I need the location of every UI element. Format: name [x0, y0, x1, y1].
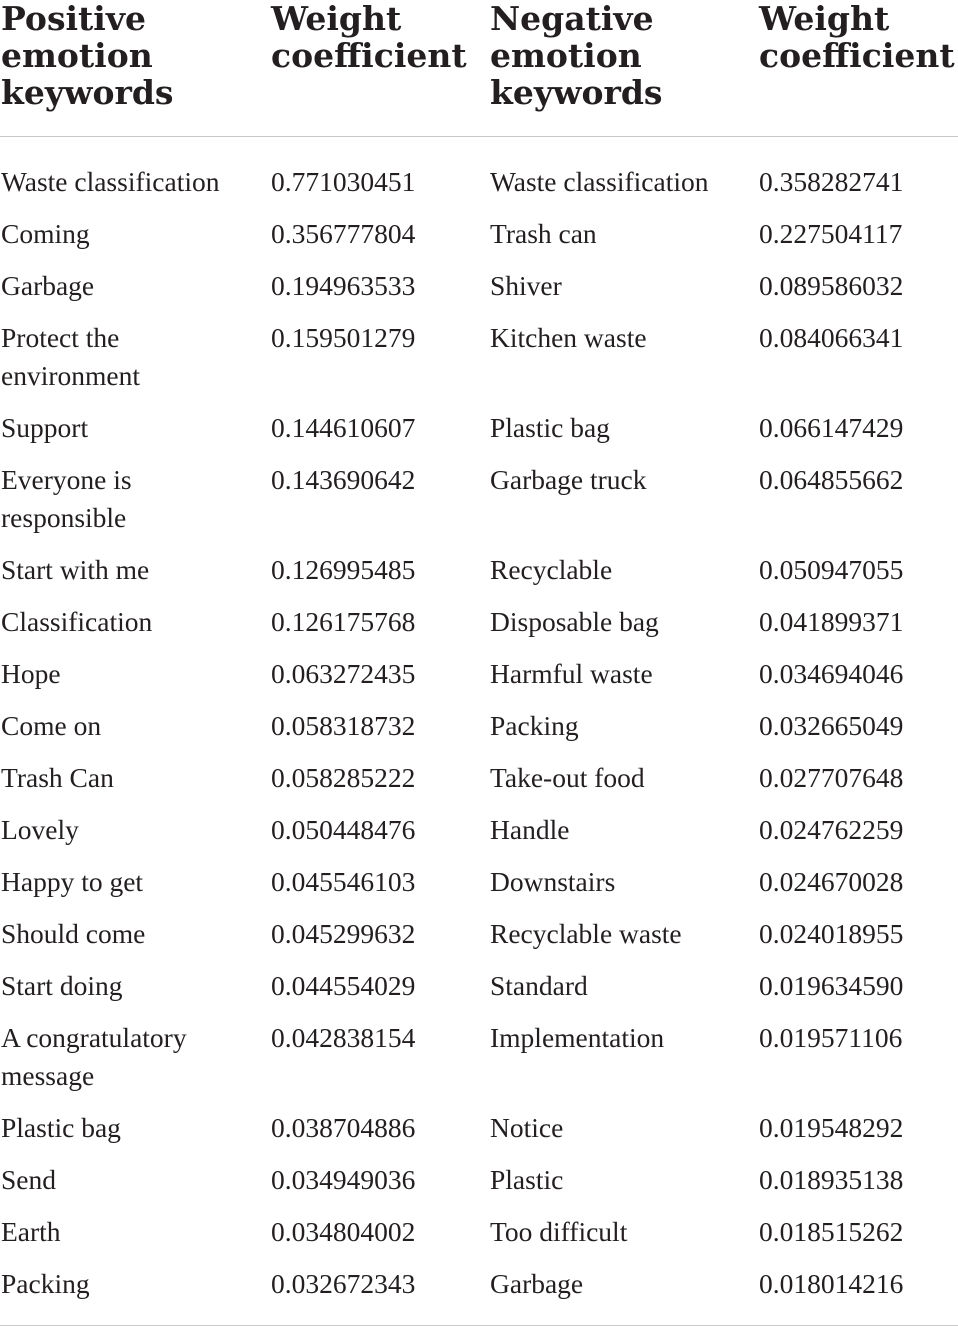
negative-keyword-cell: Standard	[490, 970, 588, 1001]
negative-weight-cell: 0.032665049	[759, 710, 904, 741]
positive-weight-cell: 0.045546103	[271, 866, 416, 897]
positive-keyword-cell: Hope	[1, 658, 61, 689]
positive-weight-cell: 0.038704886	[271, 1112, 416, 1143]
header-positive-keywords: Positive emotion keywords	[0, 0, 270, 137]
negative-keyword-cell: Recyclable	[490, 554, 613, 585]
positive-keyword-cell: Send	[1, 1164, 56, 1195]
negative-keyword-cell: Packing	[490, 710, 579, 741]
negative-keyword-cell: Handle	[490, 814, 570, 845]
table-row	[0, 1012, 958, 1102]
negative-weight-cell: 0.019634590	[759, 970, 904, 1001]
positive-keyword-cell: Happy to get	[1, 866, 144, 897]
positive-keyword-cell: Coming	[1, 218, 90, 249]
positive-weight-cell: 0.058318732	[271, 710, 416, 741]
positive-keyword-cell: Start with me	[1, 554, 150, 585]
table-row	[0, 1206, 958, 1258]
header-negative-weight: Weight coefficient	[758, 0, 958, 137]
positive-keyword-cell: Plastic bag	[1, 1112, 121, 1143]
negative-weight-cell: 0.027707648	[759, 762, 904, 793]
positive-keyword-cell: Classification	[1, 606, 153, 637]
header-positive-weight: Weight coefficient	[270, 0, 489, 137]
negative-weight-cell: 0.024762259	[759, 814, 904, 845]
table-row	[0, 544, 958, 596]
negative-keyword-cell: Disposable bag	[490, 606, 659, 637]
negative-weight-cell: 0.018515262	[759, 1216, 904, 1247]
negative-keyword-cell: Recyclable waste	[490, 918, 682, 949]
negative-weight-cell: 0.024018955	[759, 918, 904, 949]
negative-weight-cell: 0.066147429	[759, 412, 904, 443]
negative-keyword-cell: Garbage	[489, 1258, 758, 1326]
table-row	[0, 1102, 958, 1154]
positive-keyword-cell: Support	[1, 412, 89, 443]
negative-keyword-cell: Too difficult	[490, 1216, 628, 1247]
negative-keyword-cell: Take-out food	[490, 762, 645, 793]
positive-weight-cell: 0.045299632	[271, 918, 416, 949]
table-row	[0, 260, 958, 312]
table-row	[0, 648, 958, 700]
table-row	[0, 596, 958, 648]
positive-keyword-cell: Come on	[1, 710, 102, 741]
positive-keyword-cell: Lovely	[1, 814, 79, 845]
positive-weight-cell: 0.194963533	[271, 270, 416, 301]
negative-keyword-cell: Plastic bag	[490, 412, 610, 443]
negative-weight-cell: 0.019548292	[759, 1112, 904, 1143]
negative-weight-cell: 0.018014216	[758, 1258, 958, 1326]
negative-keyword-cell: Downstairs	[490, 866, 616, 897]
positive-weight-cell: 0.356777804	[271, 218, 416, 249]
table-row	[0, 137, 958, 209]
table-row	[0, 700, 958, 752]
negative-weight-cell: 0.018935138	[759, 1164, 904, 1195]
table-row	[0, 1258, 958, 1326]
positive-weight-cell: 0.063272435	[271, 658, 416, 689]
table-row	[0, 908, 958, 960]
positive-weight-cell: 0.034949036	[271, 1164, 416, 1195]
negative-weight-cell: 0.050947055	[759, 554, 904, 585]
negative-weight-cell: 0.019571106	[759, 1022, 903, 1053]
positive-weight-cell: 0.044554029	[271, 970, 416, 1001]
negative-keyword-cell: Notice	[490, 1112, 564, 1143]
negative-weight-cell: 0.358282741	[759, 166, 904, 197]
positive-keyword-cell: Waste classification	[1, 166, 220, 197]
header-negative-keywords: Negative emotion keywords	[489, 0, 758, 137]
table-row	[0, 454, 958, 544]
negative-keyword-cell: Waste classification	[490, 166, 709, 197]
table-header	[0, 0, 958, 137]
negative-weight-cell: 0.089586032	[759, 270, 904, 301]
negative-weight-cell: 0.024670028	[759, 866, 904, 897]
table-row	[0, 856, 958, 908]
negative-keyword-cell: Harmful waste	[490, 658, 653, 689]
positive-weight-cell: 0.058285222	[271, 762, 416, 793]
table-row	[0, 752, 958, 804]
positive-weight-cell: 0.143690642	[271, 464, 416, 495]
negative-weight-cell: 0.084066341	[759, 322, 904, 353]
positive-keyword-cell: Should come	[1, 918, 146, 949]
negative-keyword-cell: Kitchen waste	[490, 322, 647, 353]
positive-keyword-cell: Protect the environment	[1, 322, 140, 391]
positive-keyword-cell: Earth	[1, 1216, 61, 1247]
header-row	[0, 0, 958, 137]
table-body	[0, 137, 958, 1326]
negative-keyword-cell: Trash can	[490, 218, 597, 249]
table-row	[0, 208, 958, 260]
negative-keyword-cell: Garbage truck	[490, 464, 647, 495]
table-row	[0, 402, 958, 454]
positive-weight-cell: 0.126175768	[271, 606, 416, 637]
positive-weight-cell: 0.042838154	[271, 1022, 416, 1053]
positive-weight-cell: 0.050448476	[271, 814, 416, 845]
positive-keyword-cell: Trash Can	[1, 762, 114, 793]
negative-keyword-cell: Shiver	[490, 270, 562, 301]
positive-keyword-cell: Garbage	[1, 270, 95, 301]
table-row	[0, 960, 958, 1012]
positive-weight-cell: 0.126995485	[271, 554, 416, 585]
positive-weight-cell: 0.032672343	[270, 1258, 489, 1326]
negative-weight-cell: 0.064855662	[759, 464, 904, 495]
table-row	[0, 804, 958, 856]
positive-keyword-cell: Packing	[0, 1258, 270, 1326]
table-row	[0, 312, 958, 402]
negative-keyword-cell: Implementation	[490, 1022, 665, 1053]
negative-weight-cell: 0.227504117	[759, 218, 903, 249]
negative-weight-cell: 0.034694046	[759, 658, 904, 689]
positive-keyword-cell: Start doing	[1, 970, 123, 1001]
positive-weight-cell: 0.771030451	[271, 166, 416, 197]
positive-keyword-cell: A congratulatory message	[1, 1022, 187, 1091]
positive-weight-cell: 0.034804002	[271, 1216, 416, 1247]
positive-weight-cell: 0.144610607	[271, 412, 416, 443]
positive-keyword-cell: Everyone is responsible	[1, 464, 132, 533]
positive-weight-cell: 0.159501279	[271, 322, 416, 353]
negative-keyword-cell: Plastic	[490, 1164, 564, 1195]
negative-weight-cell: 0.041899371	[759, 606, 904, 637]
table-row	[0, 1154, 958, 1206]
